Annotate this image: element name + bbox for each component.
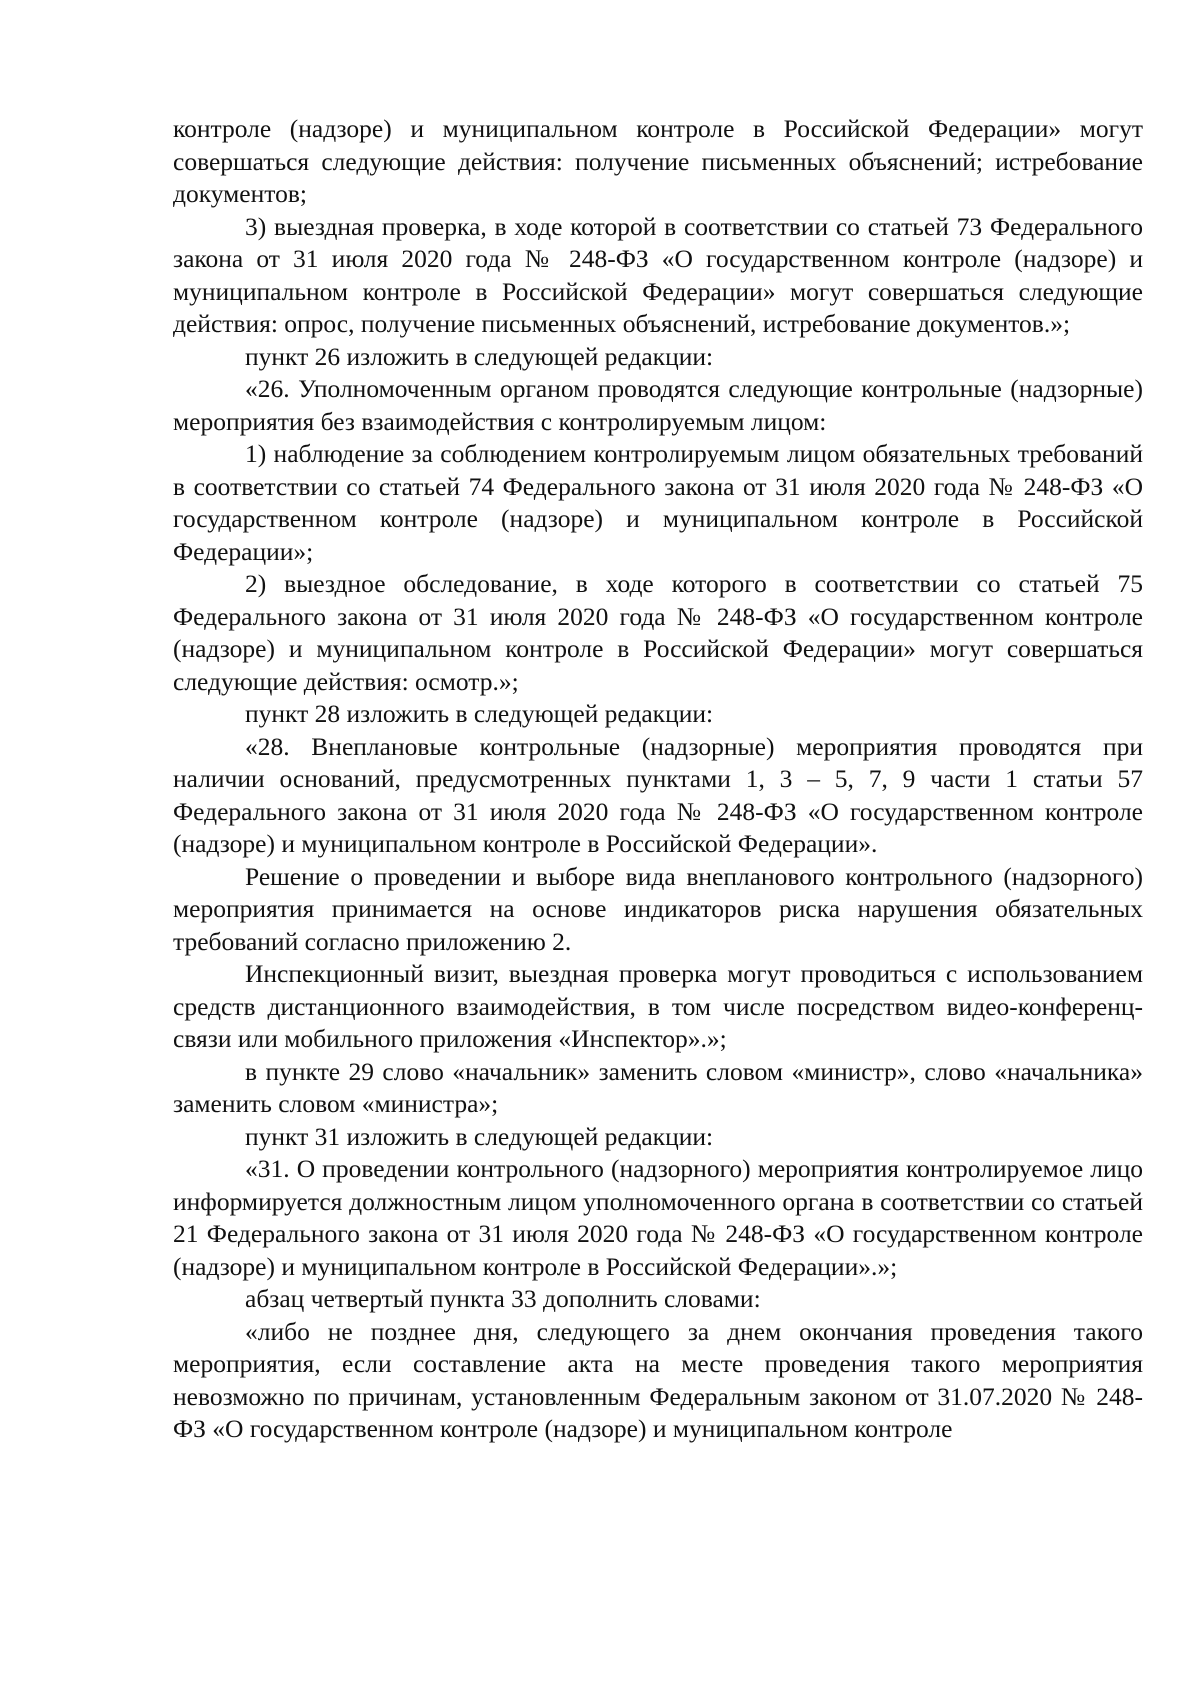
paragraph-point-33-addition: «либо не позднее дня, следующего за днем окончания проведения такого мероприятия, если составление акта на месте проведения такого мероприятия невозможно по причинам, установленным Федеральным законом от 31.07.2020 № 248-ФЗ «О государственном контроле (надзоре) и муниципальном контроле <box>173 1316 1143 1443</box>
paragraph-point-31: «31. О проведении контрольного (надзорного) мероприятия контролируемое лицо информируется должностным лицом уполномоченного органа в соответствии со статьей 21 Федерального закона от 31 июля 2020 года № 248-ФЗ «О государственном контроле (надзоре) и муниципальном контроле в Российской Федерации».»; <box>173 1154 1143 1281</box>
paragraph-decision: Решение о проведении и выборе вида внепланового контрольного (надзорного) мероприятия принимается на основе индикаторов риска нарушения обязательных требований согласно приложению 2. <box>173 861 1143 956</box>
paragraph-point-26-item-1: 1) наблюдение за соблюдением контролируемым лицом обязательных требований в соответствии со статьей 74 Федерального закона от 31 июля 2020 года № 248-ФЗ «О государственном контроле (надзоре) и муниципальном контроле в Российской Федерации»; <box>173 439 1143 566</box>
paragraph-inspection-visit: Инспекционный визит, выездная проверка могут проводиться с использованием средств дистанционного взаимодействия, в том числе посредством видео-конференц-связи или мобильного приложения «Инспектор».»; <box>173 959 1143 1053</box>
paragraph-point-26: «26. Уполномоченным органом проводятся следующие контрольные (надзорные) мероприятия без взаимодействия с контролируемым лицом: <box>173 374 1143 436</box>
paragraph-amend-point-31: пункт 31 изложить в следующей редакции: <box>245 1121 714 1151</box>
paragraph-point-28: «28. Внеплановые контрольные (надзорные) мероприятия проводятся при наличии оснований, предусмотренных пунктами 1, 3 – 5, 7, 9 части 1 статьи 57 Федерального закона от 31 июля 2020 года № 248-ФЗ «О государственном контроле (надзоре) и муниципальном контроле в Российской Федерации». <box>173 731 1143 858</box>
paragraph-amend-point-33: абзац четвертый пункта 33 дополнить словами: <box>245 1284 761 1313</box>
paragraph-amend-point-26: пункт 26 изложить в следующей редакции: <box>245 341 714 371</box>
paragraph-amend-point-28: пункт 28 изложить в следующей редакции: <box>245 699 714 728</box>
paragraph-item-3-field-inspection: 3) выездная проверка, в ходе которой в соответствии со статьей 73 Федерального закона от 31 июля 2020 года № 248-ФЗ «О государственном контроле (надзоре) и муниципальном контроле в Российской Федерации» могут совершаться следующие действия: опрос, получение письменных объяснений, истребование документов.»; <box>173 211 1143 338</box>
paragraph-continuation: контроле (надзоре) и муниципальном контроле в Российской Федерации» могут совершаться следующие действия: получение письменных объяснений; истребование документов; <box>173 114 1143 208</box>
paragraph-point-26-item-2: 2) выездное обследование, в ходе которого в соответствии со статьей 75 Федерального закона от 31 июля 2020 года № 248-ФЗ «О государственном контроле (надзоре) и муниципальном контроле в Российской Федерации» могут совершаться следующие действия: осмотр.»; <box>173 569 1143 696</box>
document-page <box>173 113 1143 1446</box>
paragraph-amend-point-29: в пункте 29 слово «начальник» заменить словом «министр», слово «начальника» заменить словом «министра»; <box>173 1056 1143 1118</box>
